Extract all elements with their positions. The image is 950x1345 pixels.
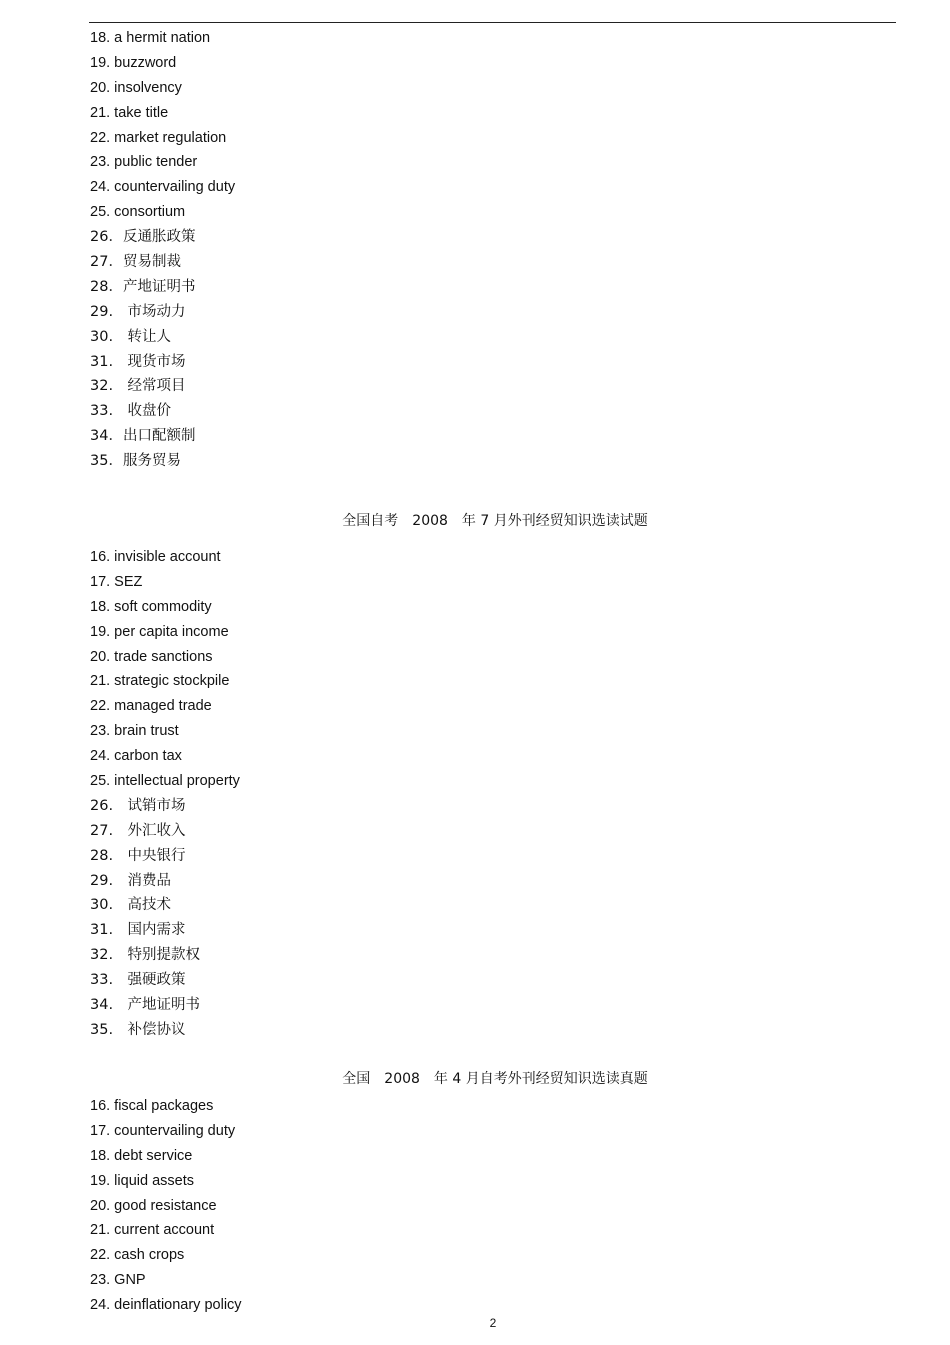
section-heading-2008-april: 全国 2008 年 4 月自考外刊经贸知识选读真题 <box>342 1071 648 1087</box>
list-item: 24. deinflationary policy <box>90 1297 242 1314</box>
term-list-section-3 <box>90 1094 242 1318</box>
list-item: 21. current account <box>90 1222 215 1239</box>
list-item: 23. GNP <box>90 1272 146 1289</box>
list-item: 34．出口配额制 <box>90 428 196 445</box>
list-item: 16. invisible account <box>90 549 221 565</box>
list-item: 31. 现货市场 <box>90 353 186 370</box>
list-item: 19. liquid assets <box>90 1172 194 1189</box>
list-item: 22. market regulation <box>90 129 227 146</box>
list-item: 19. buzzword <box>90 54 177 71</box>
list-item: 29. 市场动力 <box>90 303 186 320</box>
term-list-section-2 <box>90 545 240 1043</box>
list-item: 22. managed trade <box>90 698 212 715</box>
list-item: 26．反通胀政策 <box>90 229 196 246</box>
list-item: 18. a hermit nation <box>90 30 211 46</box>
list-item: 17. SEZ <box>90 573 143 590</box>
list-item: 25. intellectual property <box>90 773 240 790</box>
list-item: 25. consortium <box>90 204 186 221</box>
list-item: 23. public tender <box>90 154 198 171</box>
list-item: 24. countervailing duty <box>90 179 236 196</box>
list-item: 20. trade sanctions <box>90 648 213 665</box>
list-item: 33. 强硬政策 <box>90 972 186 989</box>
list-item: 30. 高技术 <box>90 897 172 914</box>
list-item: 32. 经常项目 <box>90 378 186 395</box>
list-item: 35. 补偿协议 <box>90 1021 186 1038</box>
page-number: 2 <box>489 1316 497 1330</box>
list-item: 20. good resistance <box>90 1197 217 1214</box>
list-item: 19. per capita income <box>90 623 229 640</box>
list-item: 33. 收盘价 <box>90 403 172 420</box>
header-rule <box>89 22 896 23</box>
term-list-section-1 <box>90 26 235 474</box>
list-item: 27．贸易制裁 <box>90 254 181 271</box>
list-item: 22. cash crops <box>90 1247 185 1264</box>
list-item: 28. 中央银行 <box>90 847 186 864</box>
list-item: 21. take title <box>90 104 169 121</box>
list-item: 32. 特别提款权 <box>90 947 201 964</box>
list-item: 30. 转让人 <box>90 328 172 345</box>
list-item: 17. countervailing duty <box>90 1122 236 1139</box>
list-item: 21. strategic stockpile <box>90 673 230 690</box>
list-item: 16. fiscal packages <box>90 1098 214 1114</box>
list-item: 24. carbon tax <box>90 748 182 765</box>
list-item: 23. brain trust <box>90 723 179 740</box>
list-item: 26. 试销市场 <box>90 797 186 814</box>
section-heading-2008-july: 全国自考 2008 年 7 月外刊经贸知识选读试题 <box>342 513 648 529</box>
list-item: 28．产地证明书 <box>90 278 196 295</box>
list-item: 35．服务贸易 <box>90 453 181 470</box>
list-item: 27. 外汇收入 <box>90 822 186 839</box>
list-item: 29. 消费品 <box>90 872 172 889</box>
list-item: 31. 国内需求 <box>90 922 186 939</box>
list-item: 18. debt service <box>90 1147 193 1164</box>
list-item: 20. insolvency <box>90 79 182 96</box>
list-item: 18. soft commodity <box>90 598 212 615</box>
list-item: 34. 产地证明书 <box>90 997 201 1014</box>
